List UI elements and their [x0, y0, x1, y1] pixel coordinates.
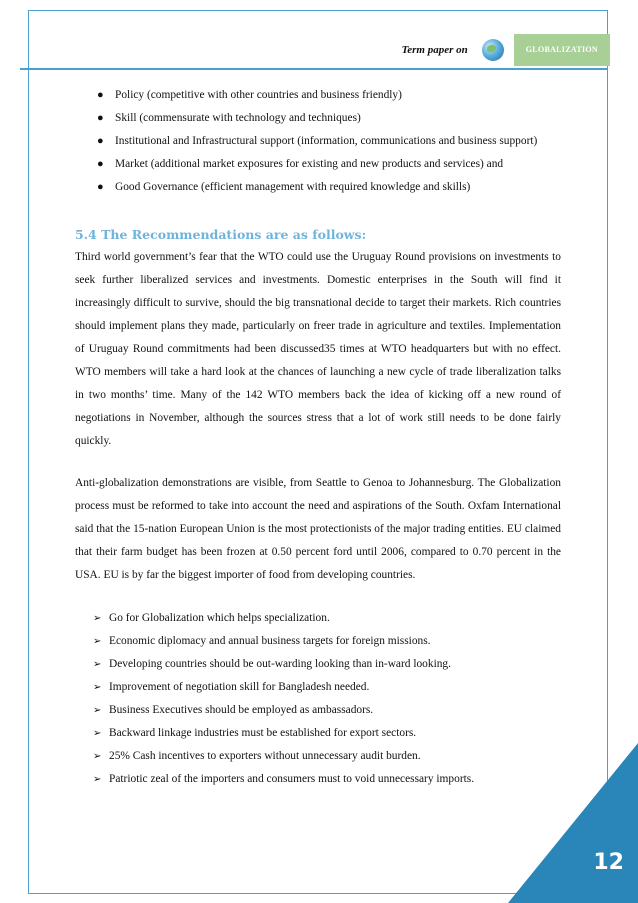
arrow-bullet-icon: ➢	[93, 705, 102, 716]
factor-list	[75, 84, 561, 199]
list-item: ● Institutional and Infrastructural support (information, communications and business support)	[75, 130, 561, 153]
recommendation-list	[75, 607, 561, 791]
list-item: ● Good Governance (efficient management with required knowledge and skills)	[75, 176, 561, 199]
list-item: ➢ Economic diplomacy and annual business targets for foreign missions.	[75, 630, 561, 653]
globe-icon	[482, 39, 504, 61]
header-tag: GLOBALIZATION	[514, 34, 610, 66]
header-rule	[28, 68, 608, 70]
section-heading: 5.4 The Recommendations are as follows:	[75, 227, 367, 242]
bullet-dot-icon: ●	[97, 181, 104, 193]
bullet-dot-icon: ●	[97, 158, 104, 170]
page-number: 12	[593, 850, 624, 875]
list-item: ➢ Go for Globalization which helps specialization.	[75, 607, 561, 630]
list-item: ● Policy (competitive with other countries and business friendly)	[75, 84, 561, 107]
paragraph: Anti-globalization demonstrations are visible, from Seattle to Genoa to Johannesburg. The Globalization process must be reformed to take into account the need and aspirations of the South. Oxfam International said that the 15-nation European Union is the most protectionists of the major trading entities. EU claimed that their farm budget has been frozen at 0.50 percent ford until 2006, compared to 0.70 percent in the USA. EU is by far the biggest importer of food from developing countries.	[75, 477, 561, 581]
list-item: ➢ Backward linkage industries must be established for export sectors.	[75, 722, 561, 745]
list-item: ➢ 25% Cash incentives to exporters without unnecessary audit burden.	[75, 745, 561, 768]
bullet-dot-icon: ●	[97, 135, 104, 147]
page-header	[402, 34, 610, 66]
bullet-dot-icon: ●	[97, 112, 104, 124]
bullet-dot-icon: ●	[97, 89, 104, 101]
arrow-bullet-icon: ➢	[93, 728, 102, 739]
header-rule-tick	[20, 68, 30, 70]
corner-decoration	[508, 743, 638, 903]
list-item: ➢ Improvement of negotiation skill for Bangladesh needed.	[75, 676, 561, 699]
arrow-bullet-icon: ➢	[93, 751, 102, 762]
list-item: ● Market (additional market exposures for existing and new products and services) and	[75, 153, 561, 176]
list-item: ➢ Business Executives should be employed as ambassadors.	[75, 699, 561, 722]
paragraph: Third world government’s fear that the WTO could use the Uruguay Round provisions on investments to seek further liberalized services and investments. Domestic enterprises in the South will find it increasingly difficult to survive, should the big transnational decide to target their markets. Rich countries should implement plans they made, particularly on freer trade in agriculture and textiles. Implementation of Uruguay Round commitments had been discussed35 times at WTO headquarters but with no effect. WTO members will take a hard look at the chances of launching a new cycle of trade liberalization talks in two months’ time. Many of the 142 WTO members back the idea of kicking off a new round of negotiations in November, although the sources stress that a lot of work still needs to be done fairly quickly.	[75, 251, 561, 447]
list-item: ➢ Patriotic zeal of the importers and consumers must to void unnecessary imports.	[75, 768, 561, 791]
arrow-bullet-icon: ➢	[93, 636, 102, 647]
header-title: Term paper on	[401, 44, 468, 56]
arrow-bullet-icon: ➢	[93, 682, 102, 693]
arrow-bullet-icon: ➢	[93, 774, 102, 785]
page-content	[75, 84, 561, 791]
corner-triangle	[508, 743, 638, 903]
arrow-bullet-icon: ➢	[93, 659, 102, 670]
list-item: ● Skill (commensurate with technology and techniques)	[75, 107, 561, 130]
list-item: ➢ Developing countries should be out-warding looking than in-ward looking.	[75, 653, 561, 676]
arrow-bullet-icon: ➢	[93, 613, 102, 624]
